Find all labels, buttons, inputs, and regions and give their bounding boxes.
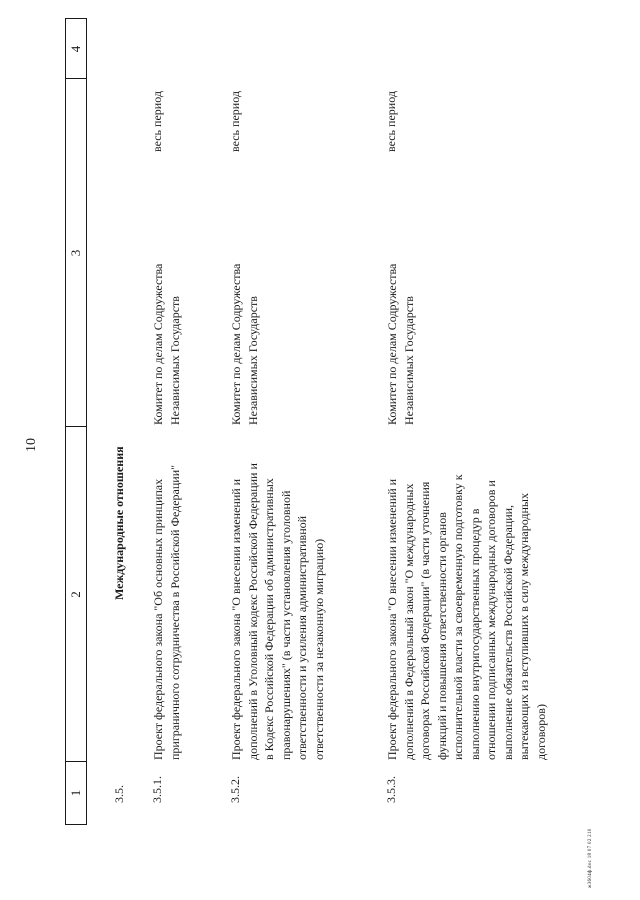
- section-title: Международные отношения: [112, 446, 126, 600]
- row-responsible: Комитет по делам Содружества Независимых Государств: [229, 263, 260, 425]
- footer-file-mark: ж3604ф.doc 18 07 02 210: [588, 828, 593, 888]
- row-description: Проект федерального закона "О внесении изменений и дополнений в Уголовный кодекс Российской Федерации и в Кодекс Российской Федерации об административных правонарушениях" (в части установления уголовной ответственности и усиления административной ответственности за незаконную миграцию): [229, 463, 326, 760]
- row-number: 3.5.2.: [228, 776, 242, 803]
- row-number: 3.5.3.: [384, 776, 398, 803]
- row-responsible: Комитет по делам Содружества Независимых Государств: [151, 263, 182, 425]
- row-description: Проект федерального закона "Об основных принципах приграничного сотрудничества в Российской Федерации": [151, 464, 182, 760]
- header-col-2: 2: [68, 591, 83, 598]
- row-term: весь период: [384, 91, 398, 152]
- row-term: весь период: [150, 91, 164, 152]
- row-term: весь период: [228, 91, 242, 152]
- header-col-1: 1: [68, 789, 83, 797]
- row-number: 3.5.1.: [150, 776, 164, 803]
- header-col-3: 3: [68, 249, 83, 257]
- section-number: 3.5.: [112, 785, 126, 803]
- row-responsible: Комитет по делам Содружества Независимых Государств: [385, 263, 416, 425]
- page-number: 10: [24, 438, 39, 452]
- column-header-table: [65, 18, 87, 825]
- header-col-4: 4: [68, 45, 83, 53]
- row-description: Проект федерального закона "О внесении изменений и дополнений в Федеральный закон "О международных договорах Российской Федерации" (в части уточнения функций и повышения ответственности органов исполнительной власти за своевременную подготовку к выполнению внутригосударственных процедур в отношении подписанных международных договоров и выполнение обязательств Российской Федерации, вытекающих из вступивших в силу международных договоров): [385, 474, 548, 760]
